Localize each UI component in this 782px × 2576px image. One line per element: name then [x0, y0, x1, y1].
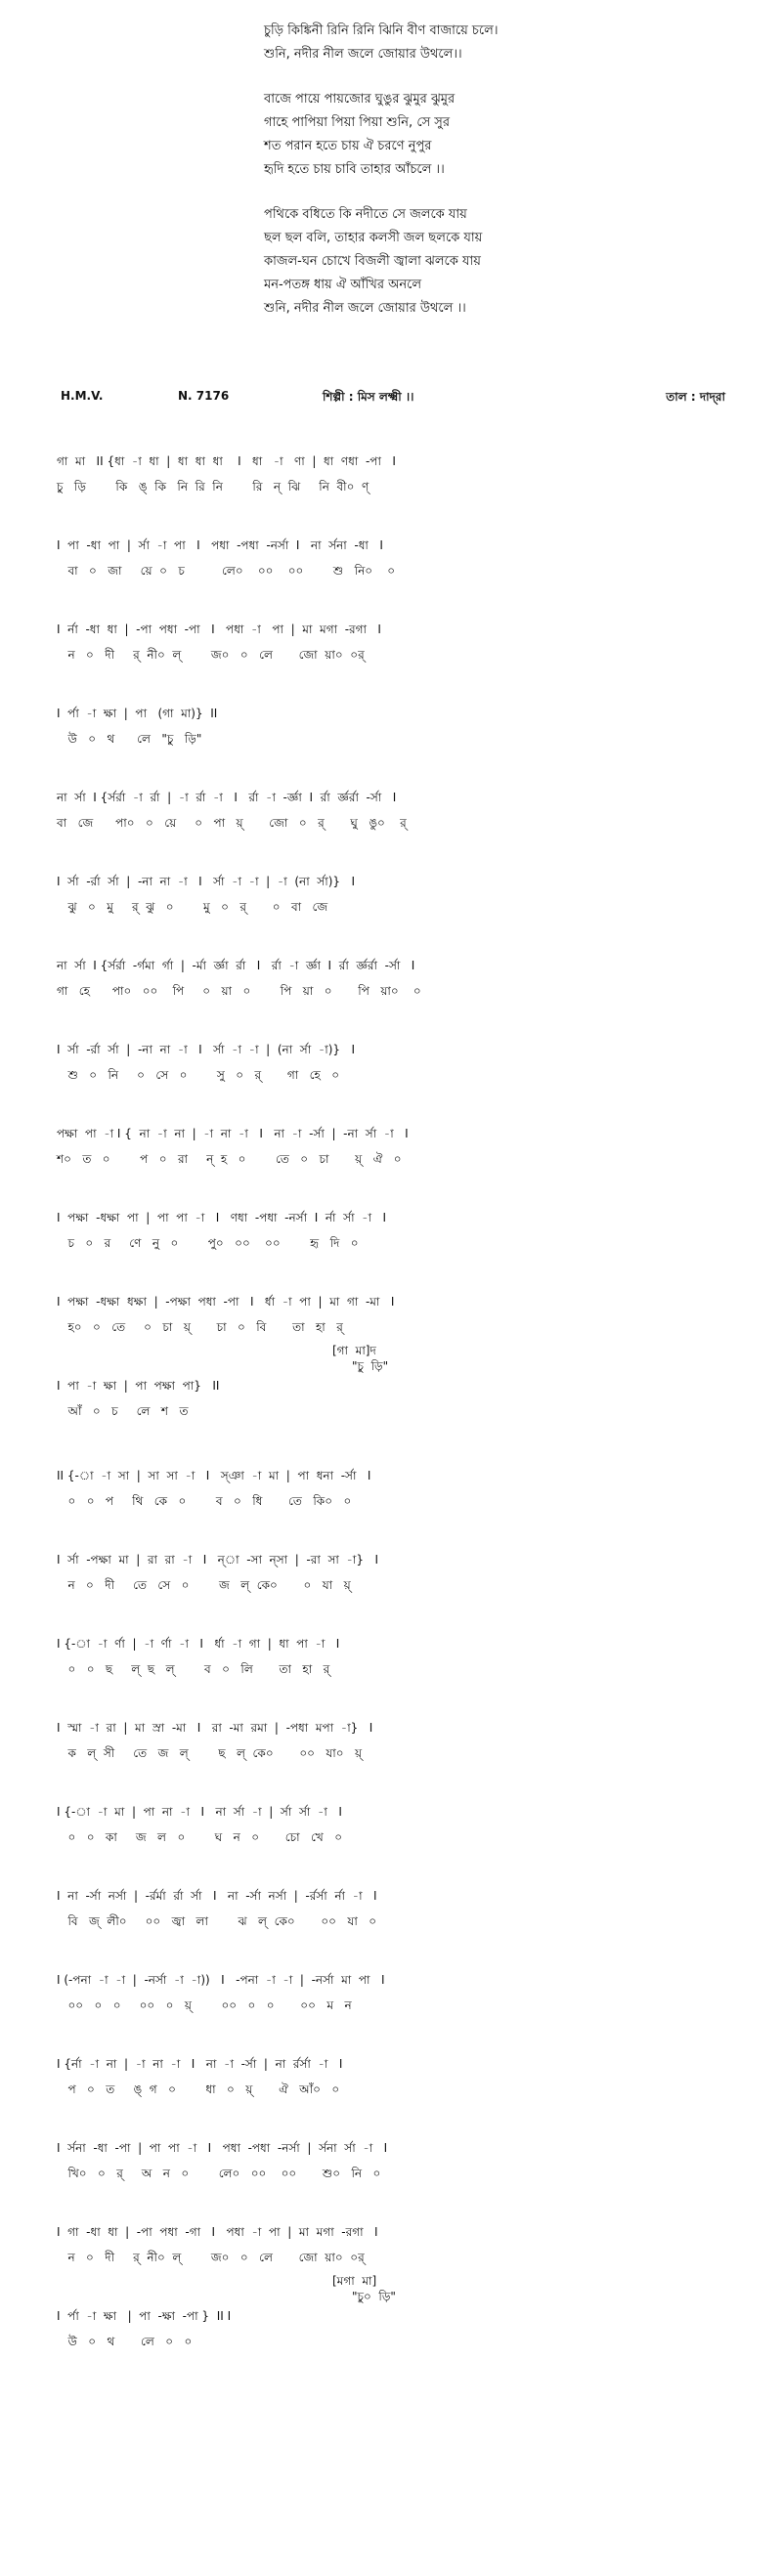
record-label: H.M.V.	[61, 389, 104, 403]
swara-line: না র্সা I {র্সর্রা -র্গমা র্গা | -র্মা র্জ্ঞা র্রা I র্রা -া র্জ্ঞা I র্রা র্জ্ঞর্রা -র্সা I	[57, 959, 415, 972]
notation-block	[0, 530, 782, 614]
notation-block	[0, 1286, 782, 1370]
syllable-line: ন ০ দী র্‌ নী০ ল্‌ জ০ ০ লে জো য়া০ ০র্‌	[67, 2251, 365, 2264]
notation-block	[0, 1964, 782, 2048]
swara-line: I র্পা -া ক্ষা | পা -ক্ষা -পা } II I	[57, 2309, 232, 2323]
syllable-line: চু ড়ি কি ঙ্‌ কি নি রি নি রি ন্‌ ঝি নি বী০ ণ্‌	[57, 480, 369, 494]
artist-name: শিল্পী : মিস লক্ষ্মী ।।	[323, 390, 414, 404]
lyric-stanza	[264, 203, 694, 321]
notation-section	[0, 446, 782, 2390]
lyric-line: পথিকে বধিতে কি নদীতে সে জলকে যায়	[264, 207, 467, 222]
swara-line: I পা -া ক্ষা | পা পক্ষা পা} II	[57, 1379, 220, 1393]
swara-line: I র্না -ধা ধা | -পা পধা -পা I পধা -া পা | মা মগা -রগা I	[57, 623, 381, 636]
tala-name: তাল : দাদ্‌রা	[666, 390, 725, 404]
lyric-line: চুড়ি কিঙ্কিনী রিনি রিনি ঝিনি বীণ বাজায়ে চলে।	[264, 23, 499, 38]
notation-block	[0, 950, 782, 1034]
notation-block	[0, 1796, 782, 1880]
syllable-line: ন ০ দী র্‌ নী০ ল্‌ জ০ ০ লে জো য়া০ ০র্‌	[67, 648, 365, 662]
notation-block	[0, 1880, 782, 1964]
notation-block	[0, 1118, 782, 1202]
notation-block	[0, 2274, 782, 2390]
syllable-line: ০ ০ প থি কে ০ ব ০ ধি তে কি০ ০	[57, 1494, 352, 1508]
notation-block	[0, 782, 782, 866]
syllable-line: ন ০ দী তে সে ০ জ ল্‌ কে০ ০ যা য়্‌	[67, 1578, 351, 1592]
notation-block	[0, 866, 782, 950]
notation-annotation: [গা মা]দ	[332, 1344, 376, 1357]
swara-line: I র্সা -পক্ষা মা | রা রা -া I ন্‌া -সা ন্‌সা | -রা সা -া} I	[57, 1553, 378, 1567]
lyric-line: হৃদি হতে চায় চাবি তাহার আঁচলে ।।	[264, 162, 445, 177]
notation-block	[0, 1034, 782, 1118]
notation-block	[0, 614, 782, 698]
syllable-line: শ০ ত ০ প ০ রা ন্‌ হ ০ তে ০ চা য়্‌ ঐ ০	[57, 1152, 402, 1166]
swara-line: I {-া -া মা | পা না -া I না র্সা -া | র্সা র্সা -া I	[57, 1805, 342, 1819]
notation-block	[0, 2048, 782, 2132]
syllable-line: বা জে পা০ ০ য়ে ০ পা য়্‌ জো ০ র্‌ ঘু ঙু০ র্‌	[57, 816, 407, 830]
syllable-line: প ০ ত ঙ্‌ গ ০ ধা ০ য়্‌ ঐ আঁ০ ০	[57, 2082, 340, 2096]
swara-line: I স্মা -া রা | মা স্রা -মা I রা -মা রমা | -পধা মপা -া} I	[57, 1721, 373, 1735]
notation-annotation-lyric: "চু০ ড়ি"	[352, 2290, 396, 2303]
notation-block	[0, 1202, 782, 1286]
swara-line: না র্সা I {র্সর্রা -া র্রা | -া র্রা -া I র্রা -া -র্জ্ঞা I র্রা র্জ্ঞর্রা -র্সা I	[57, 791, 397, 804]
lyric-stanza	[264, 20, 694, 66]
swara-line: I র্পা -া ক্ষা | পা (গা মা)} II	[57, 707, 218, 720]
notation-annotation-lyric: "চু ড়ি"	[352, 1359, 389, 1373]
swara-line: I গা -ধা ধা | -পা পধা -গা I পধা -া পা | মা মগা -রগা I	[57, 2225, 378, 2239]
lyric-line: মন-পতঙ্গ ধায় ঐ আঁখির অনলে	[264, 278, 422, 292]
record-header	[61, 389, 725, 410]
lyric-line: শত পরান হতে চায় ঐ চরণে নুপুর	[264, 139, 432, 153]
syllable-line: চ ০ র ণে নু ০ পু০ ০০ ০০ হৃ দি ০	[57, 1236, 359, 1250]
lyric-line: শুনি, নদীর নীল জলে জোয়ার উথলে।।	[264, 47, 462, 62]
syllable-line: বি জ্‌ লী০ ০০ জ্বা লা ঝ ল্‌ কে০ ০০ যা ০	[57, 1914, 377, 1928]
notation-block	[0, 698, 782, 782]
swara-line: I র্সা -র্রা র্সা | -না না -া I র্সা -া -া | (না র্সা -া)} I	[57, 1043, 356, 1056]
notation-block	[0, 1712, 782, 1796]
swara-line: I না -র্সা নর্সা | -র্রর্মা র্রা র্সা I না -র্সা নর্সা | -র্রর্সা র্না -া I	[57, 1889, 377, 1903]
swara-line: I {-া -া র্ণা | -া র্ণা -া I র্ধা -া গা | ধা পা -া I	[57, 1637, 340, 1651]
swara-line: I পক্ষা -ধক্ষা পা | পা পা -া I ণধা -পধা -নর্সা I র্না র্সা -া I	[57, 1211, 387, 1224]
swara-line: পক্ষা পা -া I { না -া না | -া না -া I না -া -র্সা | -না র্সা -া I	[57, 1127, 409, 1140]
swara-line: I র্সা -র্রা র্সা | -না না -া I র্সা -া -া | -া (না র্সা)} I	[57, 875, 356, 888]
syllable-line: খি০ ০ র্‌ অ ন ০ লে০ ০০ ০০ শু০ নি ০	[57, 2167, 381, 2180]
notation-block	[0, 1628, 782, 1712]
record-number: N. 7176	[178, 389, 230, 403]
swara-line: I পা -ধা পা | র্সা -া পা I পধা -পধা -নর্সা I না র্সনা -ধা I	[57, 538, 383, 552]
syllable-line: ক ল্‌ সী তে জ ল্‌ ছ ল্‌ কে০ ০০ যা০ য়্‌	[67, 1746, 363, 1760]
syllable-line: হ০ ০ তে ০ চা য়্‌ চা ০ বি তা হা র্‌	[67, 1320, 343, 1334]
lyrics	[264, 20, 694, 342]
syllable-line: গা হে পা০ ০০ পি ০ য়া ০ পি য়া ০ পি য়া০ ০	[57, 984, 421, 998]
swara-line: I (-পনা -া -া | -নর্সা -া -া)) I -পনা -া -া | -নর্সা মা পা I	[57, 1973, 385, 1987]
swara-line: I {র্না -া না | -া না -া I না -া -র্সা | না র্রর্সা -া I	[57, 2057, 343, 2071]
syllable-line: আঁ ০ চ লে শ ত	[57, 1404, 189, 1418]
syllable-line: উ ০ থ লে "চু ড়ি"	[57, 732, 202, 746]
syllable-line: ঝু ০ মু র্‌ ঝু ০ মু ০ র্‌ ০ বা জে	[57, 900, 328, 914]
syllable-line: ০ ০ ছ ল্‌ ছ ল্‌ ব ০ লি তা হা র্‌	[67, 1662, 330, 1676]
notation-annotation: [মগা মা]	[332, 2274, 377, 2288]
syllable-line: উ ০ থ লে ০ ০	[57, 2335, 193, 2348]
syllable-line: ০ ০ কা জ ল ০ ঘ ন ০ চো খে ০	[57, 1830, 342, 1844]
lyric-stanza	[264, 88, 694, 182]
lyric-line: কাজল-ঘন চোখে বিজলী জ্বালা ঝলকে যায়	[264, 254, 481, 269]
syllable-line: শু ০ নি ০ সে ০ সু ০ র্‌ গা হে ০	[57, 1068, 340, 1082]
notation-block	[0, 1460, 782, 1544]
lyric-line: গাহে পাপিয়া পিয়া পিয়া শুনি, সে সুর	[264, 115, 451, 130]
notation-block	[0, 1344, 782, 1460]
syllable-line: বা ০ জা য়ে ০ চ লে০ ০০ ০০ শু নি০ ০	[57, 564, 396, 578]
notation-block	[0, 2132, 782, 2216]
swara-line: গা মা II {ধা -া ধা | ধা ধা ধা I ধা -া ণা | ধা ণধা -পা I	[57, 454, 396, 468]
notation-block	[0, 1544, 782, 1628]
syllable-line: ০০ ০ ০ ০০ ০ য়্‌ ০০ ০ ০ ০০ ম ন	[57, 1998, 352, 2012]
lyric-line: বাজে পায়ে পায়জোর ঘুঙুর ঝুমুর ঝুমুর	[264, 92, 456, 107]
swara-line: II {-া -া সা | সা সা -া I স্ঞা -া মা | পা ধনা -র্সা I	[57, 1469, 371, 1482]
swara-line: I র্সনা -ধা -পা | পা পা -া I পধা -পধা -নর্সা | র্সনা র্সা -া I	[57, 2141, 388, 2155]
notation-block	[0, 446, 782, 530]
lyric-line: ছল ছল বলি, তাহার কলসী জল ছলকে যায়	[264, 231, 483, 245]
swara-line: I পক্ষা -ধক্ষা ধক্ষা | -পক্ষা পধা -পা I র্ধা -া পা | মা গা -মা I	[57, 1295, 395, 1309]
lyric-line: শুনি, নদীর নীল জলে জোয়ার উথলে ।।	[264, 301, 466, 316]
